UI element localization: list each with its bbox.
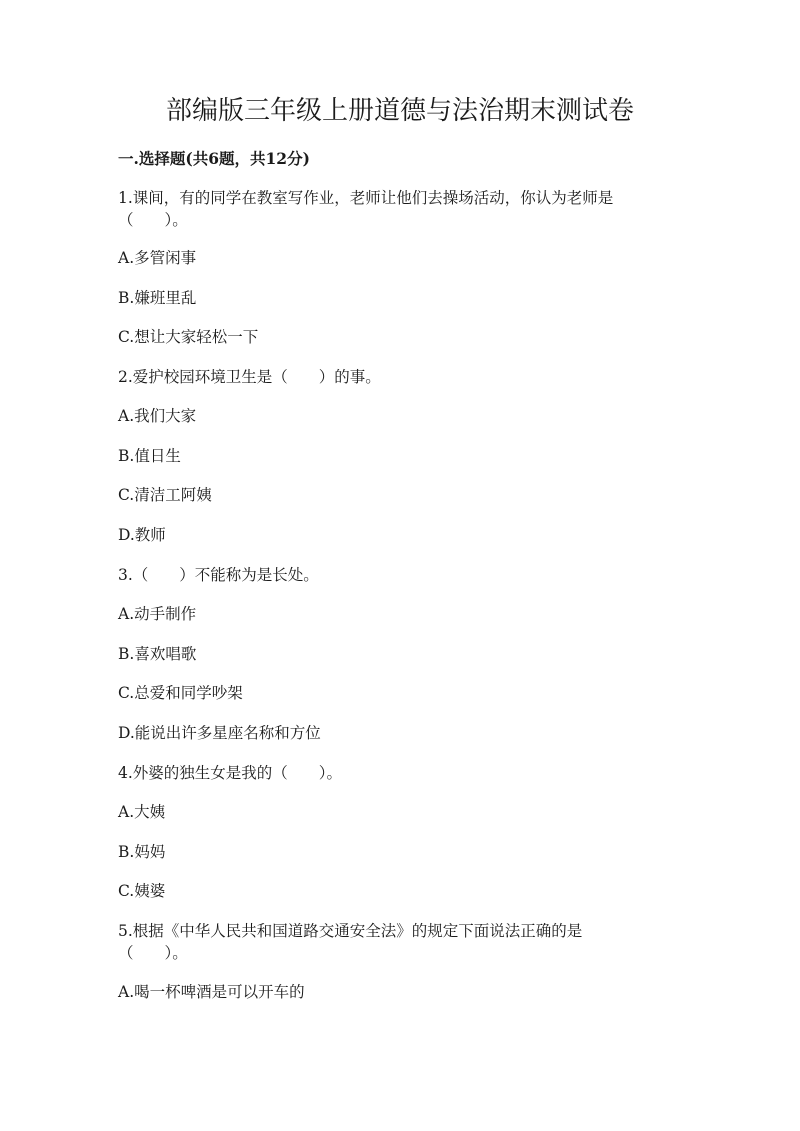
question-1-option-b: B.嫌班里乱 [118,289,197,307]
question-3-stem: 3.（ ）不能称为是长处。 [118,566,319,584]
question-2-option-c: C.清洁工阿姨 [118,486,212,504]
question-4-option-b: B.妈妈 [118,843,166,861]
question-3-option-d: D.能说出许多星座名称和方位 [118,724,321,742]
question-3-option-c: C.总爱和同学吵架 [118,684,243,702]
question-5-stem-line-1: 5.根据《中华人民共和国道路交通安全法》的规定下面说法正确的是 [118,922,583,940]
question-1-stem-line-2: （ ）。 [118,211,188,229]
question-4-option-c: C.姨婆 [118,882,166,900]
question-2-option-d: D.教师 [118,526,166,544]
section-heading: 一.选择题(共6题，共12分) [118,149,310,168]
question-3-option-a: A.动手制作 [118,605,197,623]
exam-title: 部编版三年级上册道德与法治期末测试卷 [165,96,634,126]
question-5-stem-line-2: （ ）。 [118,944,188,962]
question-2-option-a: A.我们大家 [118,407,197,425]
question-4-stem: 4.外婆的独生女是我的（ ）。 [118,764,343,782]
question-2-stem: 2.爱护校园环境卫生是（ ）的事。 [118,368,381,386]
question-4-option-a: A.大姨 [118,803,166,821]
question-1-option-c: C.想让大家轻松一下 [118,328,259,346]
question-1-option-a: A.多管闲事 [118,249,197,267]
question-3-option-b: B.喜欢唱歌 [118,645,197,663]
question-5-option-a: A.喝一杯啤酒是可以开车的 [118,983,305,1001]
question-2-option-b: B.值日生 [118,447,181,465]
question-1-stem-line-1: 1.课间，有的同学在教室写作业，老师让他们去操场活动，你认为老师是 [118,189,614,207]
